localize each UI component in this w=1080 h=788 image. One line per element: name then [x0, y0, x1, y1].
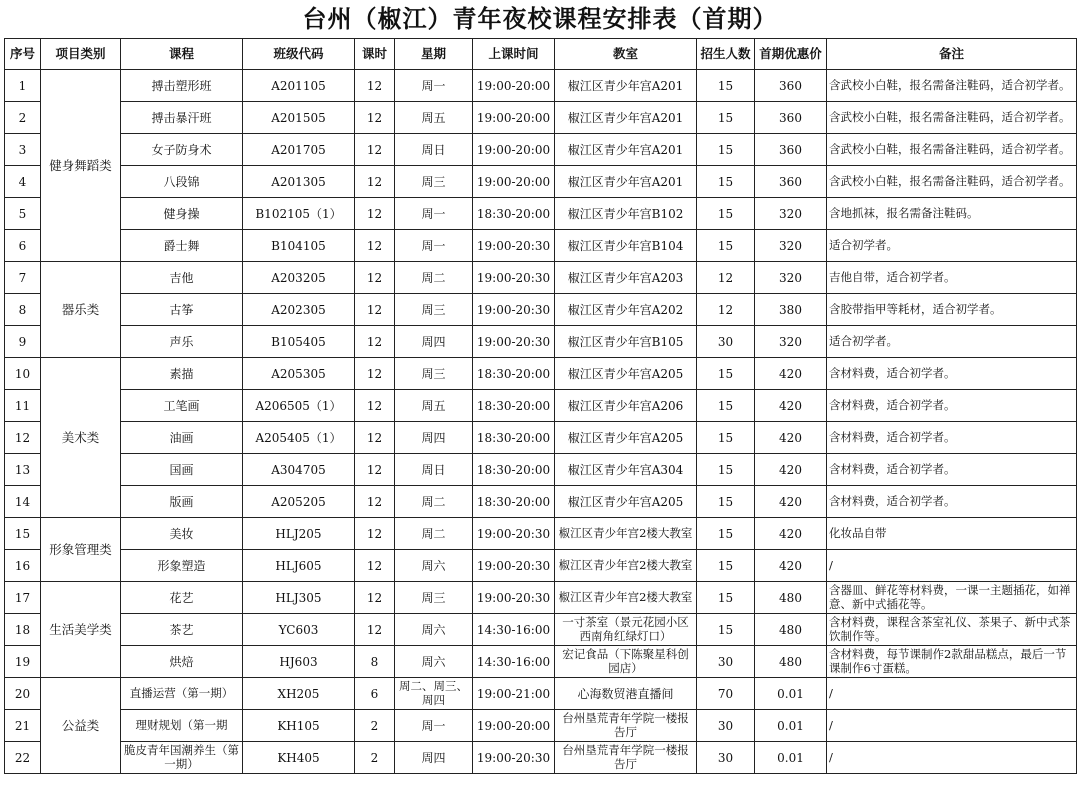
row-number: 21 [5, 710, 41, 742]
category-cell: 器乐类 [41, 262, 121, 358]
enrollment-count: 12 [697, 294, 755, 326]
class-time: 19:00-20:30 [473, 294, 555, 326]
class-hours: 12 [355, 166, 395, 198]
table-row [5, 614, 1077, 646]
col-header-day: 星期 [395, 39, 473, 70]
weekday: 周二、周三、周四 [395, 678, 473, 710]
class-hours: 12 [355, 294, 395, 326]
course-name: 健身操 [121, 198, 243, 230]
table-row [5, 166, 1077, 198]
weekday: 周一 [395, 70, 473, 102]
remarks: 化妆品自带 [827, 518, 1077, 550]
class-time: 19:00-21:00 [473, 678, 555, 710]
table-row [5, 70, 1077, 102]
table-row [5, 358, 1077, 390]
classroom: 心海数贸港直播间 [555, 678, 697, 710]
remarks: 含武校小白鞋，报名需备注鞋码，适合初学者。 [827, 134, 1077, 166]
class-code: KH405 [243, 742, 355, 774]
classroom: 椒江区青少年宫A202 [555, 294, 697, 326]
row-number: 11 [5, 390, 41, 422]
remarks: 含武校小白鞋，报名需备注鞋码，适合初学者。 [827, 70, 1077, 102]
row-number: 17 [5, 582, 41, 614]
class-hours: 2 [355, 710, 395, 742]
classroom: 椒江区青少年宫A201 [555, 70, 697, 102]
table-row [5, 742, 1077, 774]
table-row [5, 134, 1077, 166]
table-row [5, 550, 1077, 582]
weekday: 周五 [395, 390, 473, 422]
class-hours: 12 [355, 134, 395, 166]
class-code: A205305 [243, 358, 355, 390]
class-time: 19:00-20:30 [473, 742, 555, 774]
enrollment-count: 15 [697, 230, 755, 262]
row-number: 6 [5, 230, 41, 262]
class-time: 18:30-20:00 [473, 358, 555, 390]
row-number: 22 [5, 742, 41, 774]
class-hours: 12 [355, 70, 395, 102]
col-header-price: 首期优惠价 [755, 39, 827, 70]
discount-price: 320 [755, 262, 827, 294]
table-body [5, 70, 1077, 774]
class-hours: 8 [355, 646, 395, 678]
class-time: 19:00-20:00 [473, 134, 555, 166]
remarks: 适合初学者。 [827, 230, 1077, 262]
enrollment-count: 15 [697, 134, 755, 166]
weekday: 周五 [395, 102, 473, 134]
discount-price: 420 [755, 358, 827, 390]
class-hours: 6 [355, 678, 395, 710]
enrollment-count: 70 [697, 678, 755, 710]
class-hours: 12 [355, 262, 395, 294]
class-time: 18:30-20:00 [473, 422, 555, 454]
table-row [5, 390, 1077, 422]
class-hours: 12 [355, 390, 395, 422]
classroom: 椒江区青少年宫A205 [555, 358, 697, 390]
class-time: 19:00-20:30 [473, 262, 555, 294]
enrollment-count: 12 [697, 262, 755, 294]
weekday: 周四 [395, 422, 473, 454]
discount-price: 380 [755, 294, 827, 326]
row-number: 4 [5, 166, 41, 198]
course-name: 油画 [121, 422, 243, 454]
class-code: B102105（1） [243, 198, 355, 230]
remarks: 含材料费，课程含茶室礼仪、茶果子、新中式茶饮制作等。 [827, 614, 1077, 646]
col-header-room: 教室 [555, 39, 697, 70]
course-name: 八段锦 [121, 166, 243, 198]
class-hours: 12 [355, 358, 395, 390]
discount-price: 420 [755, 518, 827, 550]
category-cell: 公益类 [41, 678, 121, 774]
table-row [5, 486, 1077, 518]
remarks: 含材料费，适合初学者。 [827, 486, 1077, 518]
class-hours: 12 [355, 486, 395, 518]
header-row [5, 39, 1077, 70]
course-name: 素描 [121, 358, 243, 390]
col-header-time: 上课时间 [473, 39, 555, 70]
course-name: 声乐 [121, 326, 243, 358]
discount-price: 480 [755, 582, 827, 614]
remarks: 含材料费，适合初学者。 [827, 358, 1077, 390]
discount-price: 0.01 [755, 678, 827, 710]
table-row [5, 326, 1077, 358]
weekday: 周三 [395, 166, 473, 198]
col-header-seats: 招生人数 [697, 39, 755, 70]
row-number: 8 [5, 294, 41, 326]
remarks: 含武校小白鞋，报名需备注鞋码，适合初学者。 [827, 102, 1077, 134]
col-header-no: 序号 [5, 39, 41, 70]
discount-price: 420 [755, 550, 827, 582]
remarks: 含材料费，适合初学者。 [827, 454, 1077, 486]
table-row [5, 422, 1077, 454]
classroom: 宏记食品（下陈聚星科创园店） [555, 646, 697, 678]
class-hours: 12 [355, 550, 395, 582]
class-time: 19:00-20:00 [473, 102, 555, 134]
course-name: 搏击塑形班 [121, 70, 243, 102]
row-number: 15 [5, 518, 41, 550]
discount-price: 0.01 [755, 742, 827, 774]
enrollment-count: 15 [697, 390, 755, 422]
class-code: A205205 [243, 486, 355, 518]
remarks: 含材料费，适合初学者。 [827, 422, 1077, 454]
class-hours: 12 [355, 198, 395, 230]
weekday: 周二 [395, 262, 473, 294]
classroom: 椒江区青少年宫A201 [555, 134, 697, 166]
classroom: 椒江区青少年宫A205 [555, 486, 697, 518]
remarks: 含器皿、鲜花等材料费，一课一主题插花，如禅意、新中式插花等。 [827, 582, 1077, 614]
discount-price: 480 [755, 646, 827, 678]
class-code: B105405 [243, 326, 355, 358]
class-time: 19:00-20:30 [473, 550, 555, 582]
remarks: 含地抓袜，报名需备注鞋码。 [827, 198, 1077, 230]
table-row [5, 102, 1077, 134]
class-hours: 2 [355, 742, 395, 774]
weekday: 周三 [395, 358, 473, 390]
enrollment-count: 15 [697, 454, 755, 486]
table-row [5, 582, 1077, 614]
weekday: 周一 [395, 230, 473, 262]
weekday: 周二 [395, 486, 473, 518]
class-code: A202305 [243, 294, 355, 326]
course-name: 理财规划（第一期 [121, 710, 243, 742]
row-number: 9 [5, 326, 41, 358]
enrollment-count: 15 [697, 70, 755, 102]
row-number: 2 [5, 102, 41, 134]
discount-price: 360 [755, 166, 827, 198]
course-name: 国画 [121, 454, 243, 486]
discount-price: 480 [755, 614, 827, 646]
course-name: 美妆 [121, 518, 243, 550]
weekday: 周三 [395, 582, 473, 614]
class-time: 19:00-20:30 [473, 326, 555, 358]
remarks: 含胶带指甲等耗材，适合初学者。 [827, 294, 1077, 326]
enrollment-count: 15 [697, 198, 755, 230]
class-hours: 12 [355, 102, 395, 134]
enrollment-count: 15 [697, 518, 755, 550]
class-code: YC603 [243, 614, 355, 646]
class-code: A201105 [243, 70, 355, 102]
weekday: 周日 [395, 134, 473, 166]
table-row [5, 294, 1077, 326]
class-time: 18:30-20:00 [473, 390, 555, 422]
enrollment-count: 15 [697, 102, 755, 134]
course-name: 茶艺 [121, 614, 243, 646]
class-time: 19:00-20:30 [473, 518, 555, 550]
classroom: 椒江区青少年宫A201 [555, 102, 697, 134]
class-time: 14:30-16:00 [473, 646, 555, 678]
enrollment-count: 15 [697, 358, 755, 390]
table-row [5, 262, 1077, 294]
class-time: 18:30-20:00 [473, 198, 555, 230]
remarks: / [827, 742, 1077, 774]
class-code: A203205 [243, 262, 355, 294]
weekday: 周四 [395, 742, 473, 774]
row-number: 19 [5, 646, 41, 678]
category-cell: 生活美学类 [41, 582, 121, 678]
classroom: 椒江区青少年宫A203 [555, 262, 697, 294]
class-code: A205405（1） [243, 422, 355, 454]
table-row [5, 710, 1077, 742]
weekday: 周三 [395, 294, 473, 326]
weekday: 周六 [395, 646, 473, 678]
class-code: A304705 [243, 454, 355, 486]
course-name: 直播运营（第一期） [121, 678, 243, 710]
discount-price: 420 [755, 454, 827, 486]
row-number: 12 [5, 422, 41, 454]
col-header-note: 备注 [827, 39, 1077, 70]
class-code: A201505 [243, 102, 355, 134]
remarks: / [827, 710, 1077, 742]
remarks: 吉他自带，适合初学者。 [827, 262, 1077, 294]
row-number: 18 [5, 614, 41, 646]
page-title: 台州（椒江）青年夜校课程安排表（首期） [302, 5, 778, 33]
remarks: 含武校小白鞋，报名需备注鞋码，适合初学者。 [827, 166, 1077, 198]
discount-price: 360 [755, 70, 827, 102]
enrollment-count: 30 [697, 710, 755, 742]
classroom: 椒江区青少年宫A205 [555, 422, 697, 454]
class-code: A201705 [243, 134, 355, 166]
classroom: 椒江区青少年宫A304 [555, 454, 697, 486]
class-time: 19:00-20:00 [473, 166, 555, 198]
col-header-code: 班级代码 [243, 39, 355, 70]
category-cell: 美术类 [41, 358, 121, 518]
row-number: 20 [5, 678, 41, 710]
classroom: 椒江区青少年宫A206 [555, 390, 697, 422]
class-hours: 12 [355, 518, 395, 550]
col-header-hours: 课时 [355, 39, 395, 70]
weekday: 周四 [395, 326, 473, 358]
enrollment-count: 15 [697, 550, 755, 582]
class-hours: 12 [355, 454, 395, 486]
class-code: B104105 [243, 230, 355, 262]
course-name: 花艺 [121, 582, 243, 614]
course-name: 女子防身术 [121, 134, 243, 166]
row-number: 16 [5, 550, 41, 582]
class-code: A206505（1） [243, 390, 355, 422]
course-name: 形象塑造 [121, 550, 243, 582]
course-name: 版画 [121, 486, 243, 518]
classroom: 椒江区青少年宫A201 [555, 166, 697, 198]
course-name: 脆皮青年国潮养生（第一期） [121, 742, 243, 774]
course-name: 爵士舞 [121, 230, 243, 262]
enrollment-count: 15 [697, 614, 755, 646]
weekday: 周一 [395, 710, 473, 742]
classroom: 椒江区青少年宫2楼大教室 [555, 582, 697, 614]
class-time: 19:00-20:00 [473, 70, 555, 102]
class-hours: 12 [355, 582, 395, 614]
class-code: XH205 [243, 678, 355, 710]
remarks: 含材料费，适合初学者。 [827, 390, 1077, 422]
weekday: 周六 [395, 614, 473, 646]
class-code: HLJ205 [243, 518, 355, 550]
enrollment-count: 15 [697, 166, 755, 198]
remarks: / [827, 678, 1077, 710]
discount-price: 360 [755, 134, 827, 166]
enrollment-count: 15 [697, 422, 755, 454]
weekday: 周日 [395, 454, 473, 486]
weekday: 周六 [395, 550, 473, 582]
discount-price: 320 [755, 230, 827, 262]
class-code: HJ603 [243, 646, 355, 678]
classroom: 椒江区青少年宫2楼大教室 [555, 550, 697, 582]
classroom: 椒江区青少年宫B102 [555, 198, 697, 230]
row-number: 1 [5, 70, 41, 102]
classroom: 椒江区青少年宫B105 [555, 326, 697, 358]
table-row [5, 230, 1077, 262]
weekday: 周一 [395, 198, 473, 230]
class-time: 19:00-20:30 [473, 230, 555, 262]
course-name: 吉他 [121, 262, 243, 294]
course-table [4, 38, 1077, 774]
col-header-category: 项目类别 [41, 39, 121, 70]
classroom: 一寸茶室（景元花园小区西南角红绿灯口） [555, 614, 697, 646]
course-name: 工笔画 [121, 390, 243, 422]
class-hours: 12 [355, 422, 395, 454]
row-number: 7 [5, 262, 41, 294]
enrollment-count: 30 [697, 326, 755, 358]
class-hours: 12 [355, 326, 395, 358]
remarks: 适合初学者。 [827, 326, 1077, 358]
course-name: 搏击暴汗班 [121, 102, 243, 134]
classroom: 台州垦荒青年学院一楼报告厅 [555, 710, 697, 742]
class-time: 19:00-20:30 [473, 582, 555, 614]
course-name: 古筝 [121, 294, 243, 326]
enrollment-count: 30 [697, 742, 755, 774]
discount-price: 420 [755, 390, 827, 422]
table-row [5, 678, 1077, 710]
classroom: 台州垦荒青年学院一楼报告厅 [555, 742, 697, 774]
weekday: 周二 [395, 518, 473, 550]
enrollment-count: 15 [697, 582, 755, 614]
class-time: 14:30-16:00 [473, 614, 555, 646]
discount-price: 420 [755, 486, 827, 518]
table-row [5, 518, 1077, 550]
table-row [5, 198, 1077, 230]
row-number: 14 [5, 486, 41, 518]
remarks: 含材料费，每节课制作2款甜品糕点，最后一节课制作6寸蛋糕。 [827, 646, 1077, 678]
discount-price: 420 [755, 422, 827, 454]
class-hours: 12 [355, 230, 395, 262]
row-number: 3 [5, 134, 41, 166]
class-code: HLJ305 [243, 582, 355, 614]
class-hours: 12 [355, 614, 395, 646]
category-cell: 健身舞蹈类 [41, 70, 121, 262]
table-row [5, 646, 1077, 678]
discount-price: 0.01 [755, 710, 827, 742]
class-time: 19:00-20:00 [473, 710, 555, 742]
course-name: 烘焙 [121, 646, 243, 678]
discount-price: 360 [755, 102, 827, 134]
enrollment-count: 30 [697, 646, 755, 678]
category-cell: 形象管理类 [41, 518, 121, 582]
classroom: 椒江区青少年宫B104 [555, 230, 697, 262]
row-number: 13 [5, 454, 41, 486]
row-number: 10 [5, 358, 41, 390]
class-code: HLJ605 [243, 550, 355, 582]
discount-price: 320 [755, 198, 827, 230]
class-time: 18:30-20:00 [473, 454, 555, 486]
discount-price: 320 [755, 326, 827, 358]
table-row [5, 454, 1077, 486]
class-code: KH105 [243, 710, 355, 742]
row-number: 5 [5, 198, 41, 230]
col-header-course: 课程 [121, 39, 243, 70]
class-time: 18:30-20:00 [473, 486, 555, 518]
classroom: 椒江区青少年宫2楼大教室 [555, 518, 697, 550]
class-code: A201305 [243, 166, 355, 198]
remarks: / [827, 550, 1077, 582]
enrollment-count: 15 [697, 486, 755, 518]
